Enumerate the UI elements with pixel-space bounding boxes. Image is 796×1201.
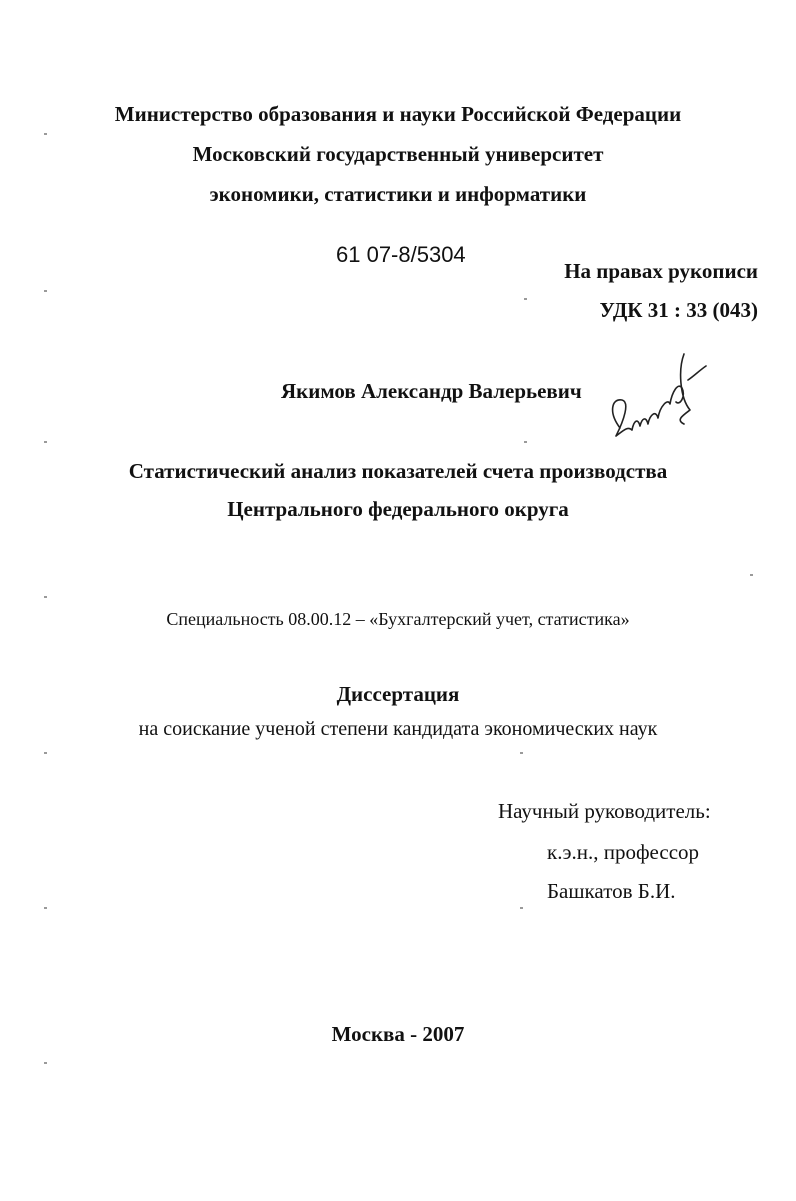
university-name-line-2: экономики, статистики и информатики [209,182,587,206]
ministry-name: Министерство образования и науки Российской Федерации [114,102,682,126]
supervisor-label: Научный руководитель: [498,799,711,823]
dissertation-title-line-2: Центрального федерального округа [227,497,569,521]
scan-speck [44,1062,47,1064]
university-name-line-1: Московский государственный университет [192,142,604,166]
scan-speck [524,441,527,443]
city-year: Москва - 2007 [331,1022,465,1046]
udk-code: УДК 31 : 33 (043) [599,298,758,322]
scan-speck [750,574,753,576]
scan-speck [524,298,527,300]
scan-speck [44,596,47,598]
signature-icon [598,340,713,452]
scan-speck [44,290,47,292]
catalog-number: 61 07-8/5304 [336,242,466,267]
dissertation-title-line-1: Статистический анализ показателей счета производства [128,459,668,483]
degree-line: на соискание ученой степени кандидата экономических наук [138,718,658,740]
specialty-line: Специальность 08.00.12 – «Бухгалтерский учет, статистика» [166,609,630,629]
supervisor-title: к.э.н., профессор [547,840,700,864]
scan-speck [44,441,47,443]
supervisor-name: Башкатов Б.И. [547,879,676,903]
scan-speck [520,752,523,754]
dissertation-label: Диссертация [336,682,460,706]
scan-speck [44,907,47,909]
author-name: Якимов Александр Валерьевич [281,379,582,403]
scan-speck [44,752,47,754]
rights-note: На правах рукописи [564,259,758,283]
scan-speck [520,907,523,909]
scan-speck [44,133,47,135]
